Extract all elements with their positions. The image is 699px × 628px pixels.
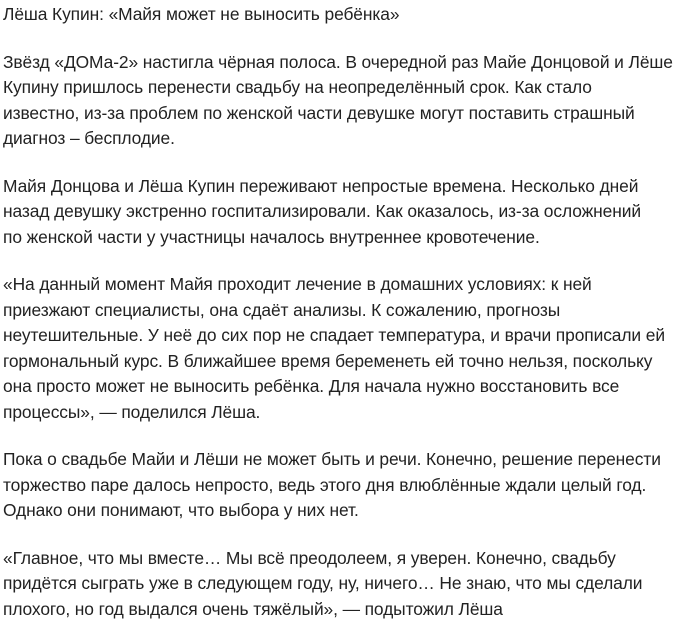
- paragraph-line: по женской части у участницы началось внутреннее кровотечение.: [3, 226, 540, 247]
- paragraph-line: «Главное, что мы вместе… Мы всё преодолеем, я уверен. Конечно, свадьбу: [3, 547, 616, 568]
- paragraph-line: придётся сыграть уже в следующем году, ну, ничего… Не знаю, что мы сделали: [3, 573, 643, 593]
- paragraph-line: процессы», — поделился Лёша.: [3, 401, 261, 422]
- paragraph-line: плохого, но год выдался очень тяжёлый», — подытожил Лёша: [3, 598, 503, 619]
- paragraph-5-quote: [3, 546, 693, 623]
- paragraph-line: гормональный курс. В ближайшее время беременеть ей точно нельзя, поскольку: [3, 350, 653, 371]
- paragraph-2: [3, 174, 693, 251]
- paragraph-line: Пока о свадьбе Майи и Лёши не может быть и речи. Конечно, решение перенести: [3, 449, 661, 469]
- paragraph-line: Майя Донцова и Лёша Купин переживают непростые времена. Несколько дней: [3, 175, 639, 196]
- paragraph-line: приезжают специалисты, она сдаёт анализы. К сожалению, прогнозы: [3, 299, 561, 320]
- paragraph-line: «На данный момент Майя проходит лечение в домашних условиях: к ней: [3, 274, 592, 294]
- paragraph-line: неутешительные. У неё до сих пор не спадает температура, и врачи прописали ей: [3, 325, 665, 345]
- paragraph-line: Звёзд «ДОМа-2» настигла чёрная полоса. В очередной раз Майе Донцовой и Лёше: [3, 51, 673, 72]
- paragraph-4: [3, 447, 693, 524]
- paragraph-line: она просто может не выносить ребёнка. Для начала нужно восстановить все: [3, 376, 620, 396]
- paragraph-line: известно, из-за проблем по женской части девушке могут поставить страшный: [3, 102, 635, 123]
- paragraph-line: торжество паре далось непросто, ведь этого дня влюблённые ждали целый год.: [3, 474, 647, 495]
- paragraph-3-quote: [3, 272, 693, 425]
- paragraph-line: Купину пришлось перенести свадьбу на неопределённый срок. Как стало: [3, 77, 592, 97]
- paragraph-1: [3, 50, 693, 152]
- article-title: Лёша Купин: «Майя может не выносить ребёнка»: [3, 4, 400, 24]
- article: [3, 2, 693, 622]
- paragraph-line: диагноз – бесплодие.: [3, 128, 175, 148]
- paragraph-line: Однако они понимают, что выбора у них нет.: [3, 500, 359, 520]
- paragraph-line: назад девушку экстренно госпитализировали. Как оказалось, из-за осложнений: [3, 201, 641, 221]
